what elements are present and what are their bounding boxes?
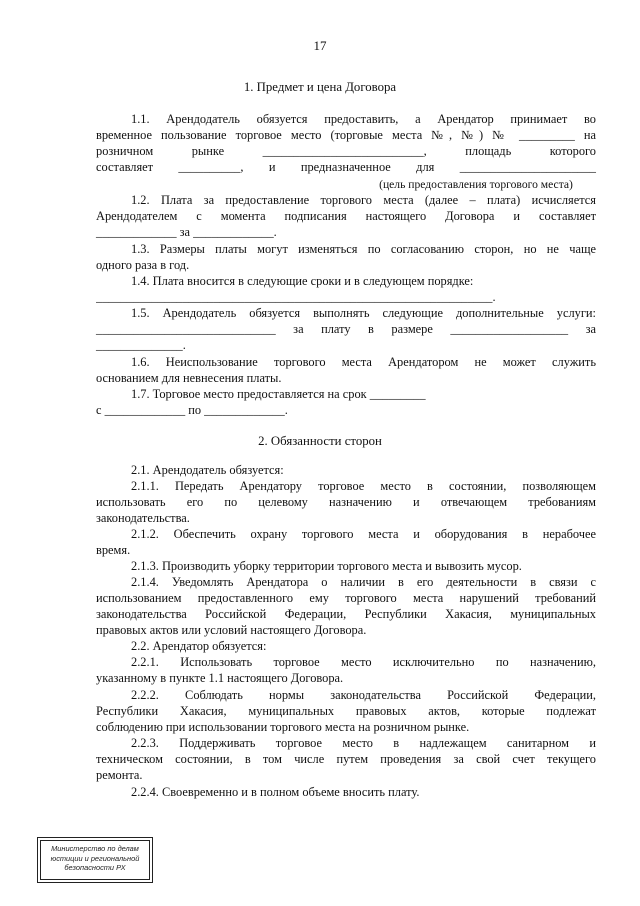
clause-1-5-line-3: ______________.	[96, 338, 186, 352]
clause-2-2-2-line-2: Республики Хакасия, муниципальных правовых актов, которые подлежат	[96, 704, 596, 718]
clause-1-2-line-3: _____________ за _____________.	[96, 225, 277, 239]
clause-1-1-line-4: составляет __________, и предназначенное для ______________________	[96, 160, 596, 174]
clause-1-2-line-2: Арендодателем с момента подписания настоящего Договора и составляет	[96, 209, 596, 223]
stamp-line-2: юстиции и региональной	[50, 853, 140, 863]
clause-2-1-4-line-1: 2.1.4. Уведомлять Арендатора о наличии в его деятельности в связи с	[131, 575, 596, 589]
clause-2-1-3-line-1: 2.1.3. Производить уборку территории торгового места и вывозить мусор.	[131, 559, 522, 573]
clause-2-1-2-line-2: время.	[96, 543, 131, 557]
clause-2-1-4-line-3: законодательства Российской Федерации, Республики Хакасия, муниципальных	[96, 607, 596, 621]
clause-1-1-line-3: розничном рынке __________________________, площадь которого	[96, 144, 596, 158]
clause-2-1-2-line-1: 2.1.2. Обеспечить охрану торгового места и оборудования в нерабочее	[131, 527, 596, 541]
section-2-heading: 2. Обязанности сторон	[258, 434, 382, 448]
clause-2-1-1-line-1: 2.1.1. Передать Арендатору торговое место в состоянии, позволяющем	[131, 479, 596, 493]
clause-2-2-3-line-1: 2.2.3. Поддерживать торговое место в надлежащем санитарном и	[131, 736, 596, 750]
clause-2-1-1-line-3: законодательства.	[96, 511, 190, 525]
section-1-heading: 1. Предмет и цена Договора	[243, 80, 397, 94]
page-number: 17	[313, 38, 327, 53]
clause-1-6-line-2: основанием для невнесения платы.	[96, 371, 282, 385]
clause-2-2-3-line-2: техническом состоянии, в том числе путем проведения за свой счет текущего	[96, 752, 596, 766]
clause-2-1-4-line-4: правовых актов или условий настоящего Договора.	[96, 623, 367, 637]
stamp-line-1: Министерство по делам	[51, 844, 139, 853]
clause-2-1-line-1: 2.1. Арендодатель обязуется:	[131, 463, 284, 477]
clause-2-2-3-line-3: ремонта.	[96, 768, 143, 782]
clause-1-7-line-2: с _____________ по _____________.	[96, 403, 288, 417]
clause-1-7-line-1: 1.7. Торговое место предоставляется на срок _________	[131, 387, 426, 401]
clause-1-1-line-1: 1.1. Арендодатель обязуется предоставить, а Арендатор принимает во	[131, 112, 596, 126]
clause-1-5-line-1: 1.5. Арендодатель обязуется выполнять следующие дополнительные услуги:	[131, 306, 596, 320]
clause-2-2-line-1: 2.2. Арендатор обязуется:	[131, 639, 267, 653]
clause-1-5-line-2: _____________________________ за плату в размере ___________________ за	[96, 322, 596, 336]
clause-2-2-4-line-1: 2.2.4. Своевременно и в полном объеме вносить плату.	[131, 785, 420, 799]
clause-2-2-1-line-2: указанному в пункте 1.1 настоящего Договора.	[96, 671, 344, 685]
clause-2-1-1-line-2: использовать его по целевому назначению и отвечающем требованиям	[96, 495, 596, 509]
clause-1-3-line-1: 1.3. Размеры платы могут изменяться по согласованию сторон, но не чаще	[131, 242, 596, 256]
clause-1-3-line-2: одного раза в год.	[96, 258, 190, 272]
clause-2-2-2-line-3: соблюдению при использовании торгового места на розничном рынке.	[96, 720, 470, 734]
clause-2-1-4-line-2: использованием предоставленного ему торгового места нарушений требований	[96, 591, 596, 605]
field-caption: (цель предоставления торгового места)	[379, 178, 573, 191]
stamp-line-3: безопасности РХ	[64, 863, 126, 873]
clause-1-6-line-1: 1.6. Неиспользование торгового места Арендатором не может служить	[131, 355, 596, 369]
clause-1-2-line-1: 1.2. Плата за предоставление торгового места (далее – плата) исчисляется	[131, 193, 596, 207]
clause-2-2-1-line-1: 2.2.1. Использовать торговое место исключительно по назначению,	[131, 655, 596, 669]
clause-2-2-2-line-1: 2.2.2. Соблюдать нормы законодательства Российской Федерации,	[131, 688, 596, 702]
ministry-stamp	[40, 840, 150, 880]
clause-1-4-line-2: ________________________________________________________________.	[96, 290, 496, 304]
clause-1-4-line-1: 1.4. Плата вносится в следующие сроки и в следующем порядке:	[131, 274, 474, 288]
clause-1-1-line-2: временное пользование торговое место (торговые места №, №) № _________ на	[96, 128, 596, 142]
